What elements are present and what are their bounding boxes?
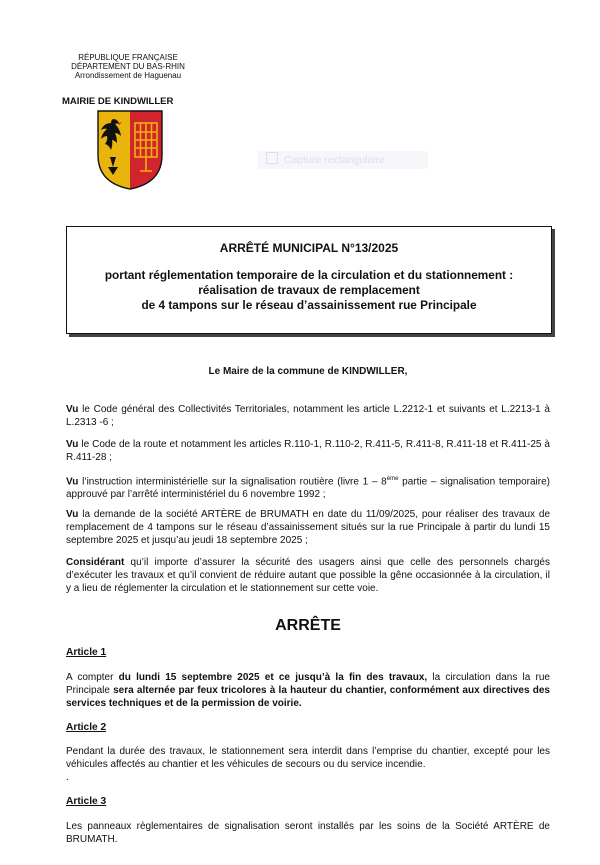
visa-lead: Vu xyxy=(66,439,79,450)
visa-code-route xyxy=(66,438,550,464)
article-3-heading: Article 3 xyxy=(66,796,107,807)
visa-lead: Vu xyxy=(66,404,79,415)
capture-tool-label: Capture rectangulaire xyxy=(284,154,385,166)
article-1-text xyxy=(66,671,550,710)
rectangle-capture-icon xyxy=(266,152,278,164)
article-1-part: A compter xyxy=(66,672,119,683)
visa-text: l’instruction interministérielle sur la signalisation routière (livre 1 – 8 xyxy=(78,476,387,488)
visa-text-cont: partie – signalisation temporaire) approuvé par l’arrêté interministériel du 6 novembre 1992 ; xyxy=(66,476,550,501)
capture-tool-overlay[interactable] xyxy=(258,151,428,169)
article-1-bold: du lundi 15 septembre 2025 et ce jusqu’à la fin des travaux, xyxy=(118,672,428,683)
article-2-heading: Article 2 xyxy=(66,722,107,733)
article-1-heading: Article 1 xyxy=(66,647,107,658)
visa-cgct xyxy=(66,403,550,429)
article-1-part: la circulation dans la rue Principale xyxy=(66,672,550,696)
visa-lead: Vu xyxy=(66,509,79,520)
arrete-heading: ARRÊTE xyxy=(275,617,341,634)
visa-text: le Code général des Collectivités Territoriales, notamment les article L.2212-1 et suivants et L.2213-1 à L.2313 -6 ; xyxy=(66,404,550,428)
visa-instruction xyxy=(66,473,550,501)
visa-demande xyxy=(66,508,550,547)
considerant xyxy=(66,556,550,595)
header-departement: DÉPARTEMENT DU BAS-RHIN xyxy=(71,62,185,71)
coat-of-arms-emblem xyxy=(96,109,164,196)
considerant-lead: Considérant xyxy=(66,557,125,568)
visa-text: la demande de la société ARTÈRE de BRUMATH en date du 11/09/2025, pour réaliser des travaux de remplacement de 4 tampons sur le réseau d’assainissement situés sur la rue Principale à partir du lundi 15 septembre 2025 et jusqu’au jeudi 18 septembre 2025 ; xyxy=(66,509,550,546)
subtitle-line-3: de 4 tampons sur le réseau d’assainissement rue Principale xyxy=(141,298,477,312)
article-1-bold: sera alternée par feux tricolores à la hauteur du chantier, conformément aux directives des services techniques et de la permission de voirie. xyxy=(66,685,550,709)
considerant-text: qu’il importe d’assurer la sécurité des usagers ainsi que celle des personnels chargés d’exécuter les travaux et qu’il convient de réduire autant que possible la gêne occasionnée à la circulation, il y a lieu de réglementer la circulation et le stationnement sur cette voie. xyxy=(66,557,550,594)
arrete-number-title: ARRÊTÉ MUNICIPAL N°13/2025 xyxy=(219,241,399,255)
subtitle-line-1: portant réglementation temporaire de la circulation et du stationnement : xyxy=(104,268,514,282)
header-republique: RÉPUBLIQUE FRANÇAISE xyxy=(78,53,178,62)
article-3-text: Les panneaux règlementaires de signalisation seront installés par les soins de la Société ARTÈRE de BRUMATH. xyxy=(66,821,550,845)
header-mairie: MAIRIE DE KINDWILLER xyxy=(62,96,174,107)
visa-superscript: ème xyxy=(386,476,399,482)
title-box xyxy=(66,226,552,334)
article-2-text: Pendant la durée des travaux, le stationnement sera interdit dans l’emprise du chantier, excepté pour les véhicules affectés au chantier et les véhicules de secours ou du service incendie. xyxy=(66,746,550,770)
article-2-trailing-dot: . xyxy=(66,772,69,783)
visa-text: le Code de la route et notamment les articles R.110-1, R.110-2, R.411-5, R.411-8, R.411-18 et R.411-25 à R.411-28 ; xyxy=(66,439,550,463)
arrete-subtitle xyxy=(67,268,551,313)
preamble: Le Maire de la commune de KINDWILLER, xyxy=(208,366,408,377)
visa-lead: Vu xyxy=(66,476,79,488)
header-arrondissement: Arrondissement de Haguenau xyxy=(74,71,182,80)
subtitle-line-2: réalisation de travaux de remplacement xyxy=(198,283,420,297)
